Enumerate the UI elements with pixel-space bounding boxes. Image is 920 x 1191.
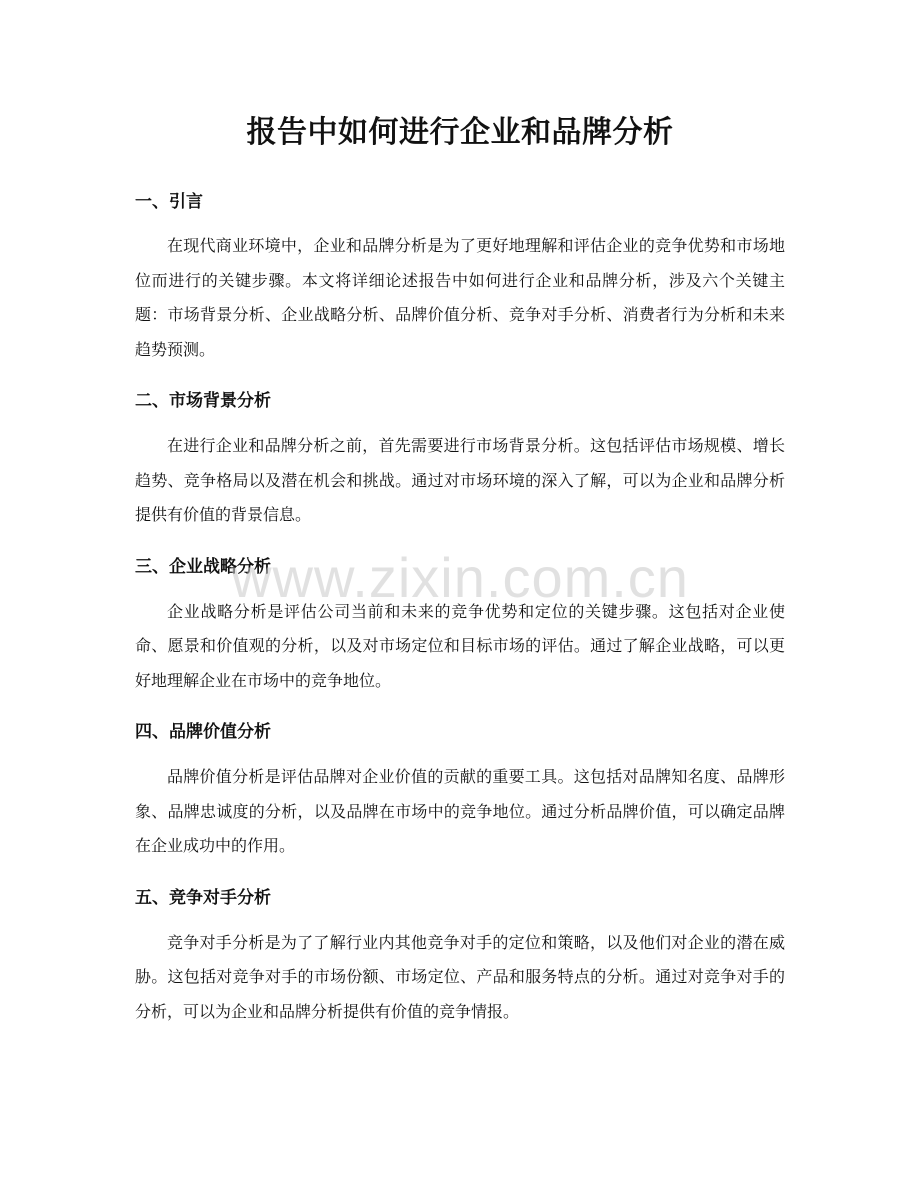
section-heading: 三、企业战略分析 — [135, 556, 271, 577]
section-paragraph: 竞争对手分析是为了了解行业内其他竞争对手的定位和策略，以及他们对企业的潜在威胁。这包括对竞争对手的市场份额、市场定位、产品和服务特点的分析。通过对竞争对手的分析，可以为企业和品牌分析提供有价值的竞争情报。 — [135, 932, 785, 1021]
section-heading: 五、竞争对手分析 — [135, 887, 271, 908]
section-heading: 二、市场背景分析 — [135, 391, 271, 411]
section-paragraph: 品牌价值分析是评估品牌对企业价值的贡献的重要工具。这包括对品牌知名度、品牌形象、品牌忠诚度的分析，以及品牌在市场中的竞争地位。通过分析品牌价值，可以确定品牌在企业成功中的作用。 — [135, 767, 785, 855]
section-competitor-analysis — [135, 884, 785, 1030]
section-corporate-strategy — [135, 553, 785, 699]
section-market-background — [135, 387, 785, 533]
watermark: www.zixin.com.cn — [231, 546, 689, 609]
section-paragraph: 在现代商业环境中，企业和品牌分析是为了更好地理解和评估企业的竞争优势和市场地位而进行的关键步骤。本文将详细论述报告中如何进行企业和品牌分析，涉及六个关键主题：市场背景分析、企业战略分析、品牌价值分析、竞争对手分析、消费者行为分析和未来趋势预测。 — [135, 236, 785, 359]
section-heading: 四、品牌价值分析 — [135, 722, 271, 742]
section-paragraph: 在进行企业和品牌分析之前，首先需要进行市场背景分析。这包括评估市场规模、增长趋势、竞争格局以及潜在机会和挑战。通过对市场环境的深入了解，可以为企业和品牌分析提供有价值的背景信息。 — [135, 436, 785, 524]
document-body — [135, 188, 785, 1029]
section-introduction — [135, 188, 785, 367]
section-brand-value — [135, 718, 785, 864]
section-heading: 一、引言 — [135, 192, 203, 212]
document-title: 报告中如何进行企业和品牌分析 — [246, 115, 674, 150]
section-paragraph: 企业战略分析是评估公司当前和未来的竞争优势和定位的关键步骤。这包括对企业使命、愿景和价值观的分析，以及对市场定位和目标市场的评估。通过了解企业战略，可以更好地理解企业在市场中的竞争地位。 — [135, 601, 785, 690]
